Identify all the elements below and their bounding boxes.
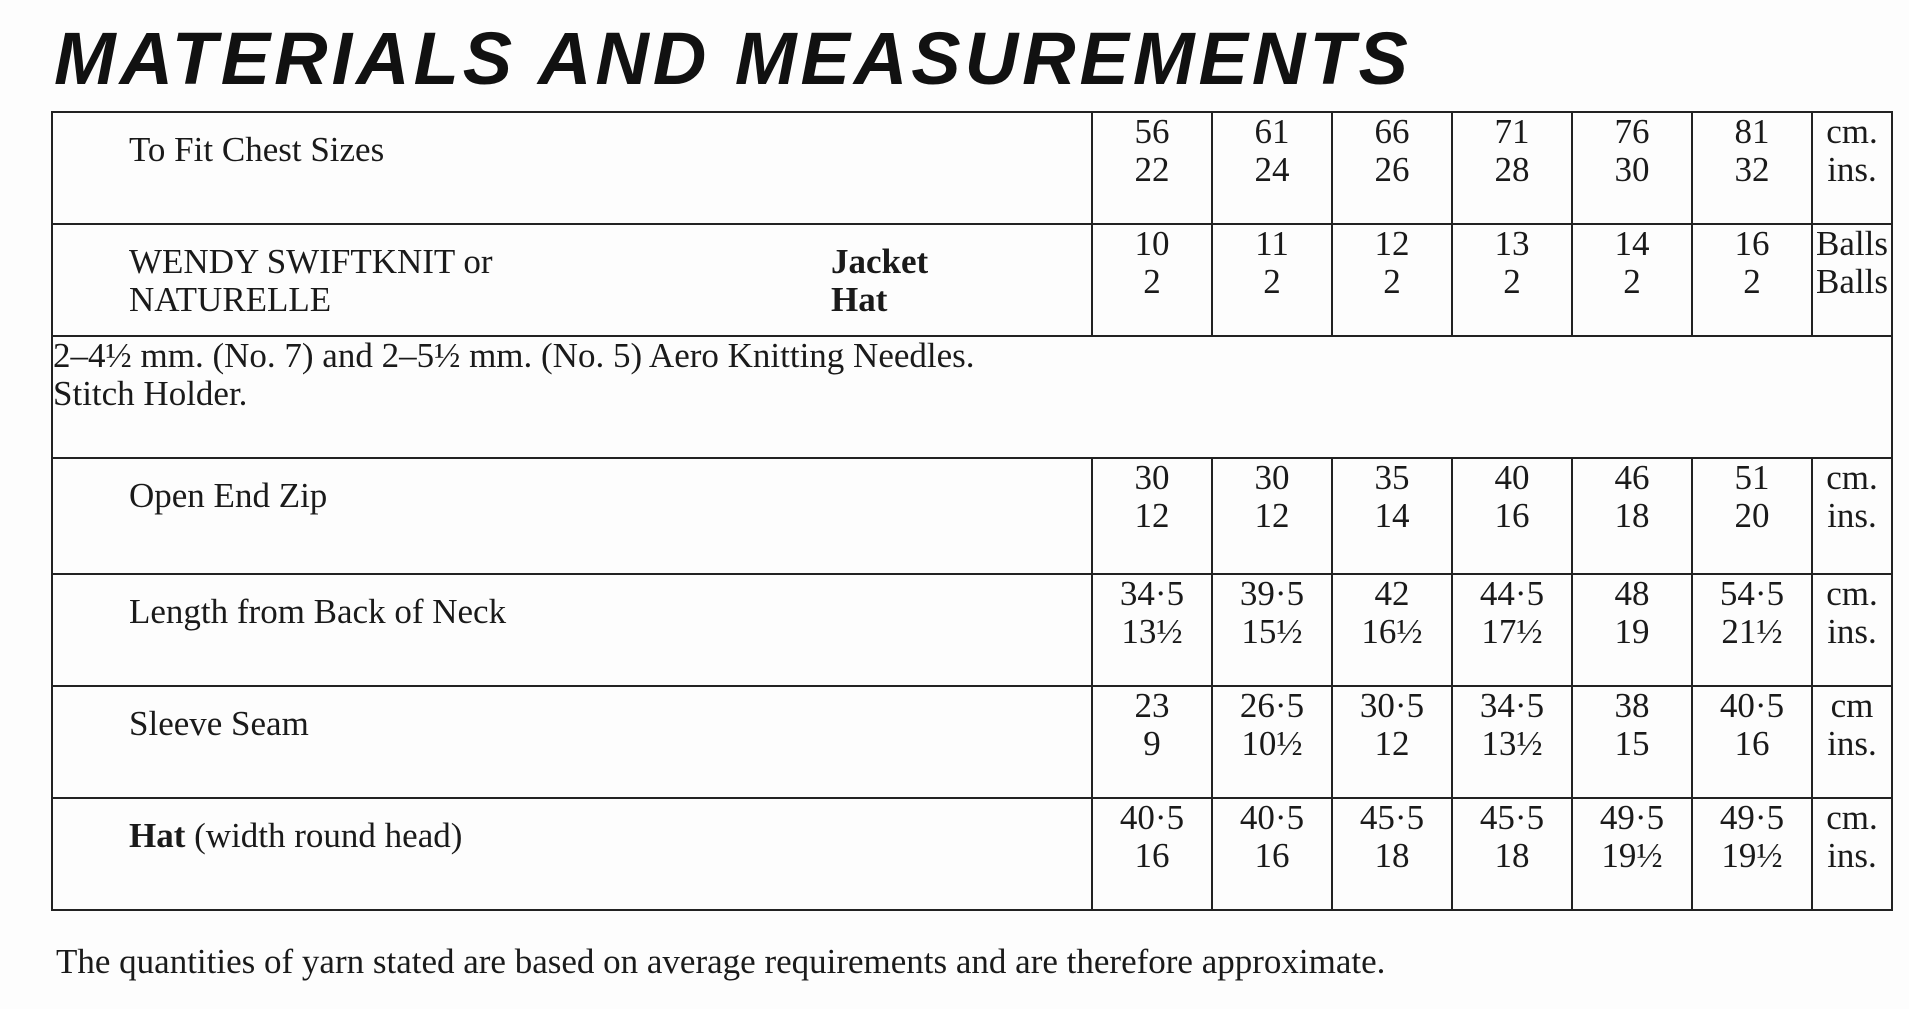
metric-value: 30 [1134, 458, 1170, 497]
value-cell [1092, 686, 1212, 798]
metric-value: 81 [1734, 112, 1770, 151]
value-cell [1572, 224, 1692, 336]
needles-line: Stitch Holder. [53, 374, 248, 413]
unit-cell [1812, 574, 1892, 686]
imperial-value: 32 [1734, 150, 1770, 189]
value-cell [1692, 798, 1812, 910]
table-row [52, 798, 1892, 910]
footnote: The quantities of yarn stated are based on average requirements and are therefore approximate. [56, 942, 1386, 981]
value-cell [1092, 574, 1212, 686]
imperial-value: 13½ [1481, 724, 1543, 763]
metric-value: 45·5 [1359, 798, 1425, 837]
metric-value: 30·5 [1359, 686, 1425, 725]
value-cell [1092, 798, 1212, 910]
yarn-label: NATURELLE [129, 280, 332, 319]
value-cell [1572, 686, 1692, 798]
table-row [52, 574, 1892, 686]
imperial-value: 14 [1374, 496, 1410, 535]
imperial-value: 16 [1134, 836, 1170, 875]
value-cell [1572, 458, 1692, 574]
value-cell [1692, 458, 1812, 574]
value-cell [1332, 798, 1452, 910]
table-row [52, 686, 1892, 798]
metric-value: 38 [1614, 686, 1650, 725]
metric-value: 49·5 [1599, 798, 1665, 837]
imperial-value: 2 [1143, 262, 1161, 301]
value-cell [1692, 574, 1812, 686]
unit-cell [1812, 224, 1892, 336]
unit-label: ins. [1827, 724, 1877, 763]
metric-value: 40·5 [1719, 686, 1785, 725]
row-label: Sleeve Seam [129, 704, 309, 743]
imperial-value: 12 [1254, 496, 1290, 535]
imperial-value: 18 [1614, 496, 1650, 535]
metric-value: 71 [1494, 112, 1530, 151]
table-row [52, 336, 1892, 458]
imperial-value: 9 [1143, 724, 1161, 763]
imperial-value: 18 [1494, 836, 1530, 875]
value-cell [1212, 112, 1332, 224]
value-cell [1572, 798, 1692, 910]
metric-value: 49·5 [1719, 798, 1785, 837]
imperial-value: 2 [1743, 262, 1761, 301]
yarn-label: WENDY SWIFTKNIT or [129, 242, 493, 281]
value-cell [1692, 686, 1812, 798]
imperial-value: 30 [1614, 150, 1650, 189]
unit-label: ins. [1827, 836, 1877, 875]
metric-value: 34·5 [1119, 574, 1185, 613]
imperial-value: 2 [1383, 262, 1401, 301]
row-label-cell [52, 458, 1092, 574]
metric-value: 23 [1134, 686, 1170, 725]
row-label-cell [52, 798, 1092, 910]
imperial-value: 2 [1623, 262, 1641, 301]
unit-label: Balls [1816, 262, 1888, 301]
table-row [52, 112, 1892, 224]
metric-value: 42 [1374, 574, 1410, 613]
imperial-value: 28 [1494, 150, 1530, 189]
metric-value: 51 [1734, 458, 1770, 497]
imperial-value: 15 [1614, 724, 1650, 763]
table-row [52, 224, 1892, 336]
value-cell [1572, 574, 1692, 686]
value-cell [1092, 112, 1212, 224]
imperial-value: 17½ [1481, 612, 1543, 651]
metric-value: 40 [1494, 458, 1530, 497]
imperial-value: 22 [1134, 150, 1170, 189]
imperial-value: 15½ [1241, 612, 1303, 651]
metric-value: 14 [1614, 224, 1650, 263]
imperial-value: 24 [1254, 150, 1290, 189]
row-label-cell [52, 224, 1092, 336]
metric-value: 44·5 [1479, 574, 1545, 613]
metric-value: 26·5 [1239, 686, 1305, 725]
metric-value: 39·5 [1239, 574, 1305, 613]
row-label: Open End Zip [129, 476, 328, 515]
value-cell [1452, 224, 1572, 336]
value-cell [1332, 224, 1452, 336]
imperial-value: 19½ [1601, 836, 1663, 875]
metric-value: 10 [1134, 224, 1170, 263]
value-cell [1212, 686, 1332, 798]
unit-label: cm. [1826, 112, 1878, 151]
row-label-cell [52, 112, 1092, 224]
metric-value: 11 [1255, 224, 1289, 263]
row-label-cell [52, 686, 1092, 798]
value-cell [1692, 112, 1812, 224]
value-cell [1692, 224, 1812, 336]
value-cell [1092, 458, 1212, 574]
row-label: Length from Back of Neck [129, 592, 507, 631]
metric-value: 54·5 [1719, 574, 1785, 613]
unit-cell [1812, 458, 1892, 574]
imperial-value: 2 [1263, 262, 1281, 301]
unit-label: ins. [1827, 612, 1877, 651]
metric-value: 35 [1374, 458, 1410, 497]
unit-label: cm. [1826, 574, 1878, 613]
metric-value: 56 [1134, 112, 1170, 151]
value-cell [1452, 112, 1572, 224]
imperial-value: 18 [1374, 836, 1410, 875]
garment-label: Hat [831, 280, 888, 319]
metric-value: 76 [1614, 112, 1650, 151]
unit-label: ins. [1827, 150, 1877, 189]
unit-label: cm [1830, 686, 1874, 725]
metric-value: 48 [1614, 574, 1650, 613]
value-cell [1332, 458, 1452, 574]
value-cell [1212, 224, 1332, 336]
needles-line: 2–4½ mm. (No. 7) and 2–5½ mm. (No. 5) Aero Knitting Needles. [53, 336, 975, 375]
imperial-value: 19 [1614, 612, 1650, 651]
imperial-value: 10½ [1241, 724, 1303, 763]
value-cell [1452, 798, 1572, 910]
page-title: MATERIALS AND MEASUREMENTS [54, 17, 1412, 100]
value-cell [1212, 798, 1332, 910]
metric-value: 45·5 [1479, 798, 1545, 837]
value-cell [1212, 574, 1332, 686]
value-cell [1332, 686, 1452, 798]
metric-value: 66 [1374, 112, 1410, 151]
imperial-value: 12 [1134, 496, 1170, 535]
imperial-value: 21½ [1721, 612, 1783, 651]
unit-label: ins. [1827, 496, 1877, 535]
metric-value: 40·5 [1239, 798, 1305, 837]
metric-value: 16 [1734, 224, 1770, 263]
imperial-value: 26 [1374, 150, 1410, 189]
row-label-cell [52, 574, 1092, 686]
metric-value: 13 [1494, 224, 1530, 263]
unit-cell [1812, 112, 1892, 224]
metric-value: 34·5 [1479, 686, 1545, 725]
table-row [52, 458, 1892, 574]
imperial-value: 12 [1374, 724, 1410, 763]
value-cell [1332, 112, 1452, 224]
row-label-bold: Hat [129, 816, 186, 855]
imperial-value: 20 [1734, 496, 1770, 535]
needles-cell [52, 336, 1892, 458]
row-label: To Fit Chest Sizes [129, 130, 385, 169]
unit-label: cm. [1826, 458, 1878, 497]
value-cell [1452, 458, 1572, 574]
value-cell [1092, 224, 1212, 336]
garment-label: Jacket [831, 242, 929, 281]
imperial-value: 13½ [1121, 612, 1183, 651]
metric-value: 12 [1374, 224, 1410, 263]
value-cell [1572, 112, 1692, 224]
row-label-rest: (width round head) [185, 816, 463, 855]
metric-value: 46 [1614, 458, 1650, 497]
imperial-value: 19½ [1721, 836, 1783, 875]
metric-value: 40·5 [1119, 798, 1185, 837]
unit-label: Balls [1816, 224, 1888, 263]
imperial-value: 16 [1254, 836, 1290, 875]
unit-label: cm. [1826, 798, 1878, 837]
unit-cell [1812, 686, 1892, 798]
value-cell [1332, 574, 1452, 686]
imperial-value: 16 [1494, 496, 1530, 535]
imperial-value: 2 [1503, 262, 1521, 301]
metric-value: 61 [1254, 112, 1290, 151]
value-cell [1452, 686, 1572, 798]
unit-cell [1812, 798, 1892, 910]
materials-table [51, 111, 1893, 911]
imperial-value: 16½ [1361, 612, 1423, 651]
metric-value: 30 [1254, 458, 1290, 497]
imperial-value: 16 [1734, 724, 1770, 763]
value-cell [1212, 458, 1332, 574]
value-cell [1452, 574, 1572, 686]
